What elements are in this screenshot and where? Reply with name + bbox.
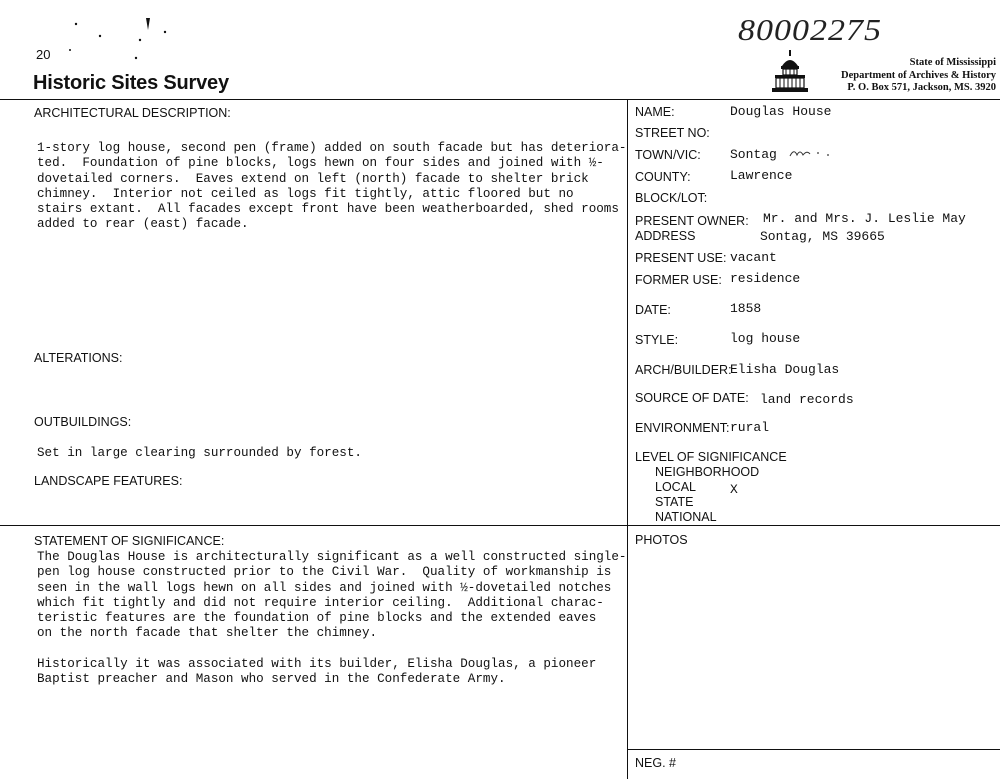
significance-line: teristic features are the foundation of pine blocks and the extended eaves xyxy=(37,611,597,626)
arch-builder-value: Elisha Douglas xyxy=(730,362,840,377)
block-lot-label: BLOCK/LOT: xyxy=(635,191,708,205)
present-owner-value: Mr. and Mrs. J. Leslie May xyxy=(763,211,966,226)
level-neighborhood: NEIGHBORHOOD xyxy=(655,465,760,479)
agency-block xyxy=(830,57,996,95)
arch-desc-line: added to rear (east) facade. xyxy=(37,217,249,232)
environment-value: rural xyxy=(730,420,770,435)
style-label: STYLE: xyxy=(635,333,679,347)
arch-desc-line: 1-story log house, second pen (frame) added on south facade but has deteriora- xyxy=(37,141,627,155)
column-divider xyxy=(627,99,628,779)
town-value: Sontag xyxy=(730,147,777,162)
level-state: STATE xyxy=(655,495,694,509)
neg-number-label: NEG. # xyxy=(635,756,676,770)
significance-line: Baptist preacher and Mason who served in the Confederate Army. xyxy=(37,672,506,687)
level-national: NATIONAL xyxy=(655,510,717,524)
landscape-features-label: LANDSCAPE FEATURES: xyxy=(34,474,183,488)
address-label: ADDRESS xyxy=(635,229,696,243)
photos-label: PHOTOS xyxy=(635,533,688,547)
source-of-date-value: land records xyxy=(760,392,854,407)
name-value: Douglas House xyxy=(730,104,832,119)
former-use-value: residence xyxy=(730,271,801,286)
arch-desc-line: ted. Foundation of pine blocks, logs hewn on four sides and joined with ½- xyxy=(37,156,604,171)
style-value: log house xyxy=(730,331,801,346)
level-local-mark: X xyxy=(730,482,738,497)
agency-line-3: P. O. Box 571, Jackson, MS. 3920 xyxy=(847,82,996,93)
significance-line: on the north facade that shelter the chimney. xyxy=(37,626,378,641)
name-label: NAME: xyxy=(635,105,675,119)
level-local: LOCAL xyxy=(655,480,696,494)
statement-of-significance-label: STATEMENT OF SIGNIFICANCE: xyxy=(34,534,225,548)
significance-line: seen in the wall logs hewn on all sides and joined with ½-dovetailed notches xyxy=(37,580,612,595)
significance-line: pen log house constructed prior to the Civil War. Quality of workmanship is xyxy=(37,565,612,580)
arch-desc-line: stairs extant. All facades except front have been weatherboarded, shed rooms xyxy=(37,202,619,217)
handwritten-reference: 80002275 xyxy=(738,13,882,48)
date-label: DATE: xyxy=(635,303,671,317)
architectural-description-label: ARCHITECTURAL DESCRIPTION: xyxy=(34,106,231,120)
source-of-date-label: SOURCE OF DATE: xyxy=(635,391,749,405)
capitol-logo-icon xyxy=(772,50,808,94)
level-of-significance-label: LEVEL OF SIGNIFICANCE xyxy=(635,450,787,464)
significance-line: The Douglas House is architecturally significant as a well constructed single- xyxy=(37,550,627,564)
date-value: 1858 xyxy=(730,301,762,316)
significance-line: Historically it was associated with its builder, Elisha Douglas, a pioneer xyxy=(37,657,597,672)
statement-of-significance xyxy=(37,550,626,688)
page-title: Historic Sites Survey xyxy=(33,72,229,94)
page-number: 20 xyxy=(36,47,51,62)
street-label: STREET NO: xyxy=(635,126,710,140)
outbuildings-label: OUTBUILDINGS: xyxy=(34,415,132,429)
header-rule xyxy=(0,99,1000,100)
significance-line xyxy=(37,642,626,657)
agency-line-1: State of Mississippi xyxy=(909,57,996,68)
town-label: TOWN/VIC: xyxy=(635,148,701,162)
alterations-label: ALTERATIONS: xyxy=(34,351,123,365)
address-value: Sontag, MS 39665 xyxy=(760,229,885,244)
arch-desc-line: chimney. Interior not ceiled as logs fit tightly, attic floored but no xyxy=(37,186,574,201)
present-use-value: vacant xyxy=(730,250,777,265)
significance-line: which fit tightly and did not require interior ceiling. Additional charac- xyxy=(37,595,604,610)
environment-label: ENVIRONMENT: xyxy=(635,421,730,435)
neg-rule xyxy=(627,749,1000,750)
arch-builder-label: ARCH/BUILDER: xyxy=(635,363,732,377)
county-value: Lawrence xyxy=(730,168,793,183)
county-label: COUNTY: xyxy=(635,170,691,184)
section-rule xyxy=(0,525,1000,526)
arch-desc-line: dovetailed corners. Eaves extend on left (north) facade to shelter brick xyxy=(37,171,589,186)
former-use-label: FORMER USE: xyxy=(635,273,722,287)
present-use-label: PRESENT USE: xyxy=(635,251,727,265)
present-owner-label: PRESENT OWNER: xyxy=(635,214,749,228)
architectural-description xyxy=(37,141,626,233)
outbuildings-text: Set in large clearing surrounded by forest. xyxy=(37,446,362,460)
stray-marks xyxy=(60,14,180,74)
handwritten-scribble xyxy=(788,146,838,160)
agency-line-2: Department of Archives & History xyxy=(841,69,996,81)
